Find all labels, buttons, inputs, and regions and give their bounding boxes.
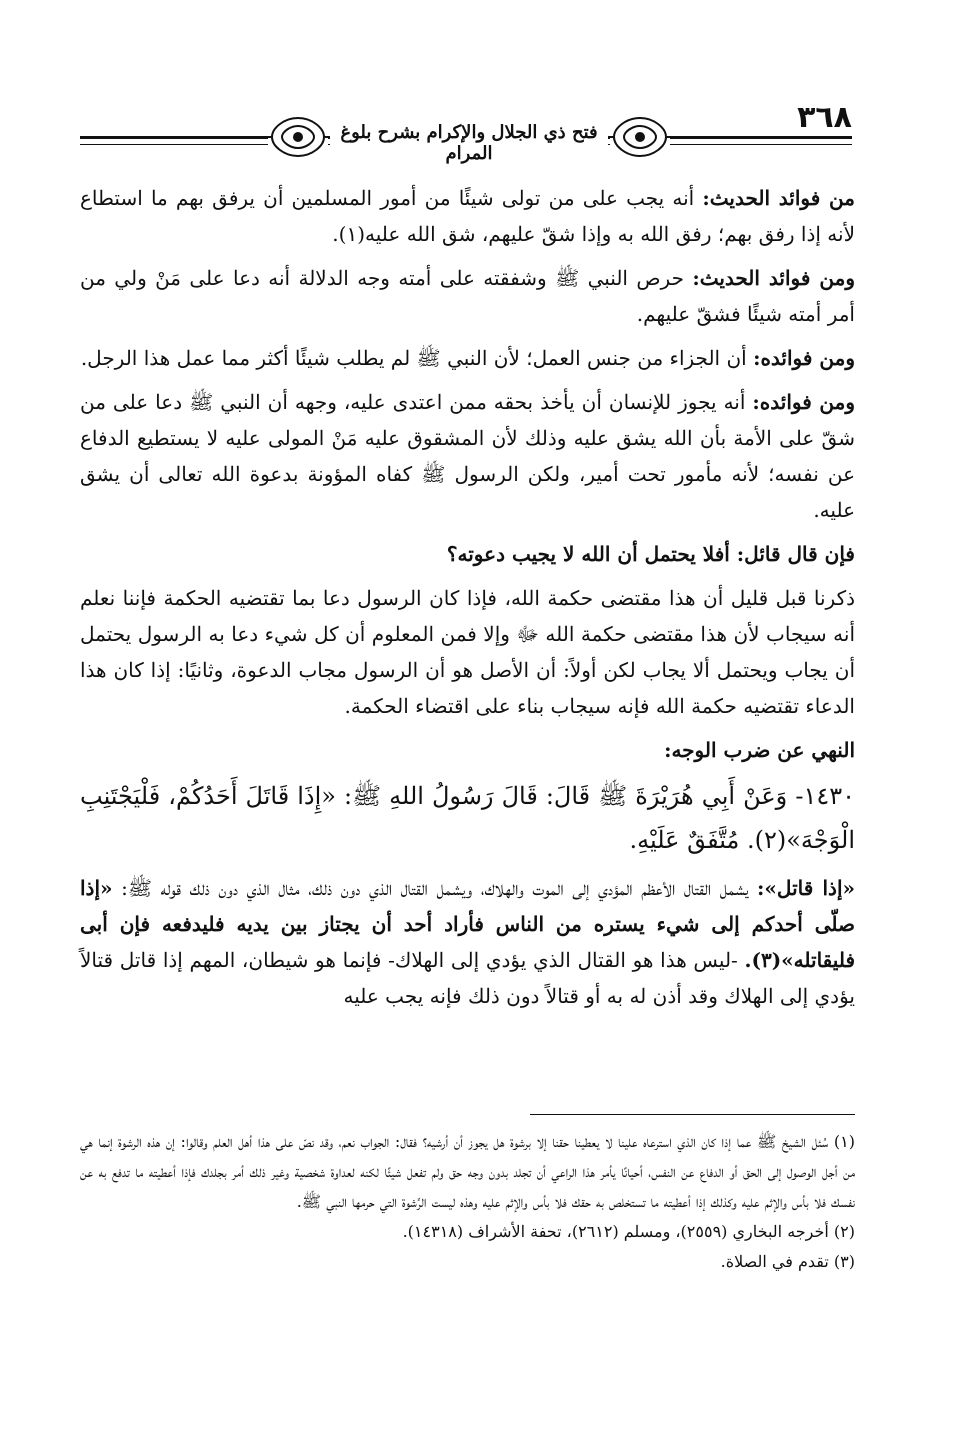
footnote: (٣) تقدم في الصلاة. xyxy=(720,1252,855,1271)
hadith-text: ١٤٣٠- وَعَنْ أَبِي هُرَيْرَةَ ﷺ قَالَ: قَالَ رَسُولُ اللهِ ﷺ: «إِذَا قَاتَلَ أَحَدُكُمْ، فَلْيَجْتَنِبِ الْوَجْهَ»(٢). مُتَّفَقٌ عَلَيْهِ. xyxy=(80,782,856,854)
paragraph-label: ومن فوائده: xyxy=(752,390,855,414)
page-header xyxy=(80,100,852,170)
main-text xyxy=(80,180,855,1022)
footnote: (٢) أخرجه البخاري (٢٥٥٩)، ومسلم (٢٦١٢)، تحفة الأشراف (١٤٣١٨). xyxy=(402,1222,855,1241)
paragraph xyxy=(80,870,855,1014)
paragraph-label: من فوائد الحديث: xyxy=(702,186,855,210)
paragraph-label: ومن فوائده: xyxy=(753,346,855,370)
footnote: (١) سُئل الشيخ ﷺ عما إذا كان الذي استرعاه علينا لا يعطينا حقنا إلا برشوة هل يجوز أن أرشيه؟ فقال: الجواب نعم، وقد نصّ على هذا أهل العلم وقالوا: إن هذه الرشوة إنما هي من أجل الوصول إلى الحق أو الدفاع عن النفس، أحيانًا يأمر هذا الراعي أن تجلد بدون وجه حق ولم تفعل شيئًا لكنه لعداوة شخصية وغير ذلك أمر بجلدك فإذا أعطيته ما تدفع به عن نفسك فلا بأس والإثم عليه وكذلك إذا أعطيته ما تستخلص به حقك فلا بأس والإثم عليه وهذه ليست الرِّشوة التي حرمها النبي ﷺ. xyxy=(80,1132,855,1211)
book-title: فتح ذي الجلال والإكرام بشرح بلوغ المرام xyxy=(330,122,608,164)
paragraph-label: «إذا قاتل»: xyxy=(757,876,855,900)
paragraph: ذكرنا قبل قليل أن هذا مقتضى حكمة الله، فإذا كان الرسول دعا بما تقتضيه الحكمة فإننا نعلم أنه سيجاب لأن هذا مقتضى حكمة الله ﷻ وإلا فمن المعلوم أن كل شيء دعا به الرسول يحتمل أن يجاب ويحتمل ألا يجاب لكن أولاً: أن الأصل هو أن الرسول مجاب الدعوة، وثانيًا: إذا كان هذا الدعاء تقتضيه حكمة الله فإنه سيجاب بناء على اقتضاء الحكمة. xyxy=(80,586,856,718)
footnote-divider xyxy=(530,1114,855,1115)
section-heading: النهي عن ضرب الوجه: xyxy=(664,738,855,762)
paragraph-label: ومن فوائد الحديث: xyxy=(692,266,856,290)
ornament-icon xyxy=(610,114,670,160)
question-paragraph: فإن قال قائل: أفلا يحتمل أن الله لا يجيب دعوته؟ xyxy=(446,542,855,566)
paragraph xyxy=(80,340,855,376)
paragraph-text: أن الجزاء من جنس العمل؛ لأن النبي ﷺ لم يطلب شيئًا أكثر مما عمل هذا الرجل. xyxy=(80,346,747,370)
paragraph-text: أنه يجوز للإنسان أن يأخذ بحقه ممن اعتدى عليه، وجهه أن النبي ﷺ دعا على من شقّ على الأمة بأن الله يشق عليه وذلك لأن المشقوق عليه مَنْ المولى عليه لا يستطيع الدفاع عن نفسه؛ لأنه مأمور تحت أمير، ولكن الرسول ﷺ كفاه المؤونة بدعوة الله تعالى أن يشق عليه. xyxy=(80,390,855,522)
paragraph-text: -ليس هذا هو القتال الذي يؤدي إلى الهلاك- فإنما هو شيطان، المهم إذا قاتل قتالاً يؤدي إلى الهلاك وقد أذن له به أو قتالاً دون ذلك فإنه يجب عليه xyxy=(80,948,855,1008)
paragraph xyxy=(80,384,855,528)
paragraph-text: يشمل القتال الأعظم المؤدي إلى الموت والهلاك، ويشمل القتال الذي دون ذلك، مثال الذي دون ذلك قوله ﷺ: xyxy=(121,876,749,900)
paragraph-text: أنه يجب على من تولى شيئًا من أمور المسلمين أن يرفق بهم ما استطاع لأنه إذا رفق بهم؛ رفق الله به وإذا شقّ عليهم، شق الله عليه(١). xyxy=(80,186,855,246)
paragraph xyxy=(80,180,855,252)
page-number: ٣٦٨ xyxy=(797,100,852,135)
footnotes xyxy=(80,1127,855,1277)
ornament-icon xyxy=(268,114,328,160)
quoted-hadith: «إذا صلّى أحدكم إلى شيء يستره من الناس فأراد أحد أن يجتاز بين يديه فليدفعه فإن أبى فليقاتله»(٣). xyxy=(80,876,856,972)
paragraph-text: حرص النبي ﷺ وشفقته على أمته وجه الدلالة أنه دعا على مَنْ ولي من أمر أمته شيئًا فشقّ عليهم. xyxy=(80,266,855,326)
paragraph xyxy=(80,260,855,332)
